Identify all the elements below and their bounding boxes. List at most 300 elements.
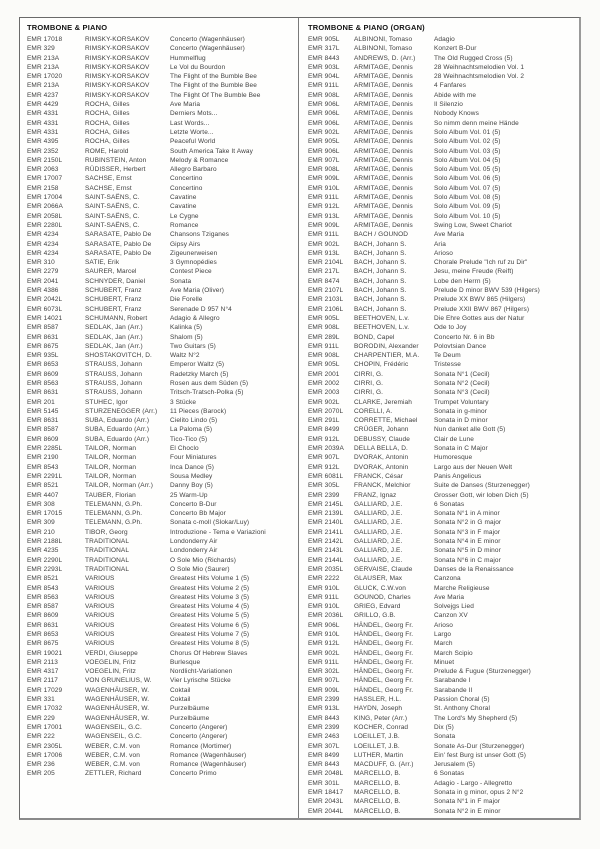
- piece-title-cell: Concerto Nr. 6 in Bb: [434, 333, 495, 341]
- piece-title-cell: Sonata in D minor: [434, 417, 488, 425]
- composer-cell: SCHUMANN, Robert: [85, 314, 148, 322]
- composer-cell: SCHUBERT, Franz: [85, 287, 142, 295]
- piece-title-cell: Nun danket alle Gott (5): [434, 426, 506, 434]
- emr-code-cell: EMR 909L: [308, 175, 340, 183]
- catalog-row: [27, 463, 294, 472]
- composer-cell: DELLA BELLA, D.: [354, 445, 408, 453]
- catalog-row: [27, 91, 294, 100]
- composer-cell: KOCHER, Conrad: [354, 723, 409, 731]
- composer-cell: SACHSE, Ernst: [85, 184, 132, 192]
- catalog-row: [27, 54, 294, 63]
- emr-code-cell: EMR 2036L: [308, 612, 344, 620]
- emr-code-cell: EMR 8631: [27, 333, 59, 341]
- piece-title-cell: Solo Album Vol. 09 (5): [434, 203, 501, 211]
- emr-code-cell: EMR 2352: [27, 147, 59, 155]
- composer-cell: GLUCK, C.W.von: [354, 584, 406, 592]
- emr-code-cell: EMR 4317: [27, 668, 59, 676]
- emr-code-cell: EMR 8587: [27, 324, 59, 332]
- catalog-row: [308, 44, 575, 53]
- composer-cell: DEBUSSY, Claude: [354, 435, 410, 443]
- composer-cell: STRAUSS, Johann: [85, 361, 143, 369]
- catalog-row: [308, 379, 575, 388]
- emr-code-cell: EMR 8675: [27, 640, 59, 648]
- emr-code-cell: EMR 4386: [27, 287, 59, 295]
- catalog-row: [27, 425, 294, 434]
- composer-cell: GALLIARD, J.E.: [354, 500, 403, 508]
- catalog-row: [27, 732, 294, 741]
- composer-cell: WAGENHÄUSER, W.: [85, 714, 150, 722]
- emr-code-cell: EMR 908L: [308, 91, 340, 99]
- piece-title-cell: Concerto (Wagenhäuser): [170, 36, 245, 43]
- catalog-row: [308, 54, 575, 63]
- piece-title-cell: 6 Sonatas: [434, 500, 465, 508]
- piece-title-cell: So nimm denn meine Hände: [434, 119, 519, 127]
- composer-cell: LOEILLET, J.B.: [354, 733, 400, 741]
- emr-code-cell: EMR 2066A: [27, 203, 63, 211]
- composer-cell: MARCELLO, B.: [354, 807, 401, 815]
- emr-code-cell: EMR 8543: [27, 584, 59, 592]
- emr-code-cell: EMR 904L: [308, 73, 340, 81]
- composer-cell: SEDLAK, Jan (Arr.): [85, 342, 143, 350]
- composer-cell: SCHUBERT, Franz: [85, 305, 142, 313]
- composer-cell: CHARPENTIER, M.A.: [354, 352, 420, 360]
- piece-title-cell: Serenade D 957 N°4: [170, 305, 232, 313]
- piece-title-cell: Chansons Tziganes: [170, 231, 230, 239]
- emr-code-cell: EMR 289L: [308, 333, 340, 341]
- piece-title-cell: Greatest Hits Volume 7 (5): [170, 631, 250, 638]
- composer-cell: VERDI, Giuseppe: [85, 649, 138, 657]
- catalog-row: [27, 714, 294, 723]
- piece-title-cell: Solvejgs Lied: [434, 603, 474, 611]
- piece-title-cell: Greatest Hits Volume 2 (5): [170, 584, 250, 592]
- emr-code-cell: EMR 6073L: [27, 305, 63, 313]
- composer-cell: SAINT-SAËNS, C.: [85, 203, 140, 211]
- emr-code-cell: EMR 317L: [308, 45, 340, 53]
- composer-cell: STRAUSS, Johann: [85, 379, 143, 387]
- catalog-row: [27, 407, 294, 416]
- composer-cell: BACH, Johann S.: [354, 305, 407, 313]
- piece-title-cell: Concertino: [170, 184, 203, 192]
- piece-title-cell: The Flight Of The Bumble Bee: [170, 91, 261, 99]
- catalog-row: [308, 91, 575, 100]
- piece-title-cell: Clair de Lune: [434, 435, 474, 443]
- composer-cell: RÜDISSER, Herbert: [85, 166, 146, 174]
- composer-cell: CIRRI, G.: [354, 379, 384, 387]
- catalog-row: [308, 602, 575, 611]
- composer-cell: GALLIARD, J.E.: [354, 538, 403, 546]
- catalog-row: [308, 742, 575, 751]
- composer-cell: SACHSE, Ernst: [85, 175, 132, 183]
- composer-cell: RIMSKY-KORSAKOV: [85, 91, 150, 99]
- left-section: [20, 18, 299, 818]
- composer-cell: ARMITAGE, Dennis: [354, 63, 413, 71]
- piece-title-cell: Solo Album Vol. 02 (5): [434, 138, 501, 146]
- catalog-row: [27, 156, 294, 165]
- piece-title-cell: Introduzione - Tema e Variazioni: [170, 528, 266, 536]
- emr-code-cell: EMR 2043L: [308, 798, 344, 806]
- composer-cell: VON GRUNELIUS, W.: [85, 677, 152, 685]
- catalog-row: [308, 81, 575, 90]
- piece-title-cell: Sonata N°2 in G major: [434, 519, 502, 527]
- emr-code-cell: EMR 2048L: [308, 770, 344, 778]
- catalog-row: [27, 165, 294, 174]
- catalog-row: [27, 267, 294, 276]
- emr-code-cell: EMR 8631: [27, 621, 59, 629]
- piece-title-cell: Sousa Medley: [170, 472, 213, 480]
- piece-title-cell: Concerto B-Dur: [170, 500, 217, 508]
- composer-cell: VARIOUS: [85, 584, 115, 592]
- emr-code-cell: EMR 2142L: [308, 538, 344, 546]
- composer-cell: HÄNDEL, Georg Fr.: [354, 686, 414, 694]
- emr-code-cell: EMR 18417: [308, 789, 344, 797]
- catalog-row: [308, 621, 575, 630]
- emr-code-cell: EMR 902L: [308, 128, 340, 136]
- catalog-row: [27, 528, 294, 537]
- piece-title-cell: Arioso: [434, 249, 454, 257]
- piece-title-cell: Concerto (Angerer): [170, 723, 228, 731]
- emr-code-cell: EMR 213A: [27, 63, 60, 71]
- catalog-row: [308, 704, 575, 713]
- piece-title-cell: Prelude D minor BWV 539 (Hilgers): [434, 287, 540, 295]
- composer-cell: BACH, Johann S.: [354, 277, 407, 285]
- piece-title-cell: Jerusalem (5): [434, 761, 476, 769]
- catalog-row: [27, 128, 294, 137]
- piece-title-cell: Concerto Bb Major: [170, 510, 226, 518]
- emr-code-cell: EMR 4429: [27, 101, 59, 109]
- catalog-row: [27, 593, 294, 602]
- piece-title-cell: Sonata: [434, 733, 456, 741]
- composer-cell: ARMITAGE, Dennis: [354, 175, 413, 183]
- catalog-row: [308, 658, 575, 667]
- composer-cell: TAILOR, Norman: [85, 445, 137, 453]
- catalog-row: [27, 351, 294, 360]
- composer-cell: ARMITAGE, Dennis: [354, 138, 413, 146]
- composer-cell: ARMITAGE, Dennis: [354, 101, 413, 109]
- emr-code-cell: EMR 301L: [308, 779, 340, 787]
- composer-cell: TELEMANN, G.Ph.: [85, 519, 143, 527]
- piece-title-cell: Two Guitars (5): [170, 342, 216, 350]
- catalog-row: [27, 639, 294, 648]
- emr-code-cell: EMR 2035L: [308, 565, 344, 573]
- piece-title-cell: Sonata N°1 in F major: [434, 798, 501, 806]
- composer-cell: GALLIARD, J.E.: [354, 528, 403, 536]
- composer-cell: ALBINONI, Tomaso: [354, 36, 413, 43]
- section-title: TROMBONE & PIANO (ORGAN): [308, 23, 425, 32]
- catalog-row: [308, 267, 575, 276]
- composer-cell: BACH, Johann S.: [354, 259, 407, 267]
- catalog-row: [308, 481, 575, 490]
- piece-title-cell: March Scipio: [434, 649, 473, 657]
- catalog-row: [308, 221, 575, 230]
- composer-cell: SUBA, Eduardo (Arr.): [85, 417, 150, 425]
- composer-cell: ARMITAGE, Dennis: [354, 166, 413, 174]
- piece-title-cell: Solo Album Vol. 06 (5): [434, 175, 501, 183]
- piece-title-cell: Swing Low, Sweet Chariot: [434, 221, 512, 229]
- piece-title-cell: Purzelbäume: [170, 714, 210, 722]
- emr-code-cell: EMR 8653: [27, 361, 59, 369]
- emr-code-cell: EMR 909L: [308, 221, 340, 229]
- piece-title-cell: 4 Fanfares: [434, 82, 467, 90]
- piece-title-cell: O Sole Mio (Richards): [170, 556, 237, 564]
- catalog-row: [27, 444, 294, 453]
- piece-title-cell: Sonata N°3 in F major: [434, 528, 501, 536]
- composer-cell: SEDLAK, Jan (Arr.): [85, 324, 143, 332]
- catalog-row: [308, 779, 575, 788]
- piece-title-cell: Sonata N°5 in D minor: [434, 547, 501, 555]
- emr-code-cell: EMR 911L: [308, 658, 340, 666]
- catalog-row: [308, 807, 575, 816]
- piece-title-cell: Coktail: [170, 686, 191, 694]
- piece-title-cell: Chorus Of Hebrew Slaves: [170, 649, 248, 657]
- composer-cell: STRAUSS, Johann: [85, 389, 143, 397]
- catalog-row: [27, 240, 294, 249]
- catalog-row: [27, 546, 294, 555]
- piece-title-cell: Concerto Primo: [170, 770, 217, 778]
- piece-title-cell: Aria: [434, 240, 446, 248]
- catalog-row: [308, 788, 575, 797]
- piece-title-cell: El Choclo: [170, 445, 199, 453]
- composer-cell: GOUNOD, Charles: [354, 593, 411, 601]
- composer-cell: TAUBER, Florian: [85, 491, 136, 499]
- piece-title-cell: Die Forelle: [170, 296, 203, 304]
- piece-title-cell: Romance (Wagenhäuser): [170, 761, 247, 769]
- piece-title-cell: Adagio - Largo - Allegretto: [434, 779, 513, 787]
- composer-cell: BACH, Johann S.: [354, 240, 407, 248]
- piece-title-cell: Danses de la Renaissance: [434, 565, 514, 573]
- catalog-row: [308, 491, 575, 500]
- emr-code-cell: EMR 331: [27, 696, 55, 704]
- emr-code-cell: EMR 4331: [27, 119, 59, 127]
- emr-code-cell: EMR 2141L: [308, 528, 344, 536]
- emr-code-cell: EMR 8587: [27, 426, 59, 434]
- composer-cell: HAYDN, Joseph: [354, 705, 403, 713]
- emr-code-cell: EMR 8609: [27, 435, 59, 443]
- catalog-row: [308, 537, 575, 546]
- catalog-row: [308, 667, 575, 676]
- emr-code-cell: EMR 2104L: [308, 259, 344, 267]
- composer-cell: ARMITAGE, Dennis: [354, 212, 413, 220]
- composer-cell: RIMSKY-KORSAKOV: [85, 54, 150, 62]
- piece-title-cell: March: [434, 640, 453, 648]
- composer-cell: ARMITAGE, Dennis: [354, 91, 413, 99]
- emr-code-cell: EMR 902L: [308, 398, 340, 406]
- catalog-row: [27, 193, 294, 202]
- piece-title-cell: South America Take It Away: [170, 147, 253, 155]
- piece-title-cell: Ein' fest Burg ist unser Gott (5): [434, 751, 526, 759]
- catalog-row: [27, 388, 294, 397]
- emr-code-cell: EMR 2188L: [27, 538, 63, 546]
- piece-title-cell: Jesu, meine Freude (Reift): [434, 268, 514, 276]
- piece-title-cell: Ave Maria (Oliver): [170, 287, 225, 295]
- piece-title-cell: Largo aus der Neuen Welt: [434, 463, 513, 471]
- composer-cell: GALLIARD, J.E.: [354, 547, 403, 555]
- emr-code-cell: EMR 8543: [27, 463, 59, 471]
- emr-code-cell: EMR 2399: [308, 723, 340, 731]
- catalog-row: [308, 119, 575, 128]
- emr-code-cell: EMR 2001: [308, 370, 340, 378]
- composer-cell: HÄNDEL, Georg Fr.: [354, 621, 414, 629]
- emr-code-cell: EMR 906L: [308, 119, 340, 127]
- emr-code-cell: EMR 2042L: [27, 296, 63, 304]
- emr-code-cell: EMR 4395: [27, 138, 59, 146]
- piece-title-cell: Adagio & Allegro: [170, 314, 220, 322]
- emr-code-cell: EMR 2113: [27, 658, 59, 666]
- emr-code-cell: EMR 308: [27, 500, 55, 508]
- catalog-row: [308, 230, 575, 239]
- catalog-row: [308, 109, 575, 118]
- composer-cell: ARMITAGE, Dennis: [354, 147, 413, 155]
- catalog-row: [27, 174, 294, 183]
- piece-title-cell: Sonata N°1 in A minor: [434, 510, 500, 518]
- piece-title-cell: Tristesse: [434, 361, 462, 369]
- emr-code-cell: EMR 2463: [308, 733, 340, 741]
- emr-code-cell: EMR 910L: [308, 631, 340, 638]
- piece-title-cell: The Old Rugged Cross (5): [434, 54, 513, 62]
- emr-code-cell: EMR 907L: [308, 156, 340, 164]
- emr-code-cell: EMR 329: [27, 45, 55, 53]
- catalog-row: [27, 584, 294, 593]
- composer-cell: VARIOUS: [85, 603, 115, 611]
- catalog-row: [27, 63, 294, 72]
- composer-cell: CORRETTE, Michael: [354, 417, 418, 425]
- emr-code-cell: EMR 302L: [308, 668, 340, 676]
- composer-cell: ANDREWS, D. (Arr.): [354, 54, 416, 62]
- emr-code-cell: EMR 2305L: [27, 742, 63, 750]
- catalog-row: [308, 342, 575, 351]
- piece-title-cell: Dix (5): [434, 723, 454, 731]
- emr-code-cell: EMR 229: [27, 714, 55, 722]
- piece-title-cell: Shalom (5): [170, 333, 203, 341]
- piece-title-cell: Letzte Worte...: [170, 128, 214, 136]
- piece-title-cell: Sonata N°4 in E minor: [434, 538, 501, 546]
- piece-title-cell: Passion Choral (5): [434, 696, 490, 704]
- composer-cell: FRANZ, Ignaz: [354, 491, 397, 499]
- piece-title-cell: Londonderry Air: [170, 547, 218, 555]
- piece-title-cell: Gipsy Airs: [170, 240, 201, 248]
- emr-code-cell: EMR 905L: [308, 138, 340, 146]
- catalog-row: [308, 212, 575, 221]
- catalog-row: [27, 277, 294, 286]
- catalog-row: [27, 416, 294, 425]
- piece-title-cell: 11 Pieces (Barock): [170, 407, 227, 415]
- emr-code-cell: EMR 17029: [27, 686, 63, 694]
- composer-cell: FRANCK, Melchior: [354, 482, 411, 490]
- piece-title-cell: The Flight of the Bumble Bee: [170, 73, 257, 81]
- piece-title-cell: Lobe den Herrn (5): [434, 277, 491, 285]
- catalog-row: [308, 556, 575, 565]
- emr-code-cell: EMR 913L: [308, 212, 340, 220]
- composer-cell: TAILOR, Norman: [85, 463, 137, 471]
- catalog-row: [308, 760, 575, 769]
- catalog-row: [308, 147, 575, 156]
- composer-cell: CLARKE, Jeremiah: [354, 398, 412, 406]
- emr-code-cell: EMR 310: [27, 259, 55, 267]
- emr-code-cell: EMR 8443: [308, 54, 340, 62]
- catalog-row: [308, 72, 575, 81]
- catalog-row: [308, 695, 575, 704]
- composer-cell: ARMITAGE, Dennis: [354, 110, 413, 118]
- piece-title-cell: Derniers Mots...: [170, 110, 218, 118]
- catalog-row: [308, 100, 575, 109]
- piece-title-cell: Melody & Romance: [170, 156, 229, 164]
- emr-code-cell: EMR 4235: [27, 547, 59, 555]
- emr-code-cell: EMR 2158: [27, 184, 59, 192]
- piece-title-cell: Sarabande II: [434, 686, 473, 694]
- composer-cell: HÄNDEL, Georg Fr.: [354, 658, 414, 666]
- piece-title-cell: Cavatine: [170, 203, 197, 211]
- piece-title-cell: Inca Dance (5): [170, 463, 215, 471]
- composer-cell: SAURER, Marcel: [85, 268, 137, 276]
- emr-code-cell: EMR 4331: [27, 110, 59, 118]
- catalog-row: [308, 630, 575, 639]
- catalog-row: [27, 760, 294, 769]
- catalog-row: [27, 398, 294, 407]
- piece-title-cell: Solo Album Vol. 04 (5): [434, 156, 501, 164]
- catalog-row: [308, 565, 575, 574]
- section-title: TROMBONE & PIANO: [27, 23, 108, 32]
- catalog-row: [308, 370, 575, 379]
- composer-cell: TIBOR, Georg: [85, 528, 128, 536]
- emr-code-cell: EMR 908L: [308, 324, 340, 332]
- piece-title-cell: Solo Album Vol. 03 (5): [434, 147, 501, 155]
- catalog-row: [308, 649, 575, 658]
- composer-cell: FRANCK, César: [354, 472, 403, 480]
- composer-cell: TRADITIONAL: [85, 556, 130, 564]
- composer-cell: VARIOUS: [85, 612, 115, 620]
- catalog-row: [27, 667, 294, 676]
- emr-code-cell: EMR 305L: [308, 482, 340, 490]
- piece-title-cell: Canzona: [434, 575, 461, 583]
- catalog-row: [27, 751, 294, 760]
- composer-cell: GALLIARD, J.E.: [354, 556, 403, 564]
- piece-title-cell: Konzert B-Dur: [434, 45, 477, 53]
- catalog-row: [27, 72, 294, 81]
- emr-code-cell: EMR 912L: [308, 640, 340, 648]
- catalog-row: [27, 695, 294, 704]
- emr-code-cell: EMR 8443: [308, 761, 340, 769]
- emr-code-cell: EMR 8563: [27, 379, 59, 387]
- emr-code-cell: EMR 2003: [308, 389, 340, 397]
- emr-code-cell: EMR 4234: [27, 249, 59, 257]
- composer-cell: VARIOUS: [85, 640, 115, 648]
- catalog-row: [27, 602, 294, 611]
- piece-title-cell: Rosen aus dem Süden (5): [170, 379, 249, 387]
- composer-cell: STURZENEGGER (Arr.): [85, 407, 158, 415]
- emr-code-cell: EMR 2070L: [308, 407, 344, 415]
- emr-code-cell: EMR 905L: [308, 361, 340, 369]
- piece-title-cell: 28 Weihnachtsmelodien Vol. 2: [434, 73, 525, 81]
- composer-cell: ARMITAGE, Dennis: [354, 128, 413, 136]
- emr-code-cell: EMR 905L: [308, 36, 340, 43]
- emr-code-cell: EMR 2290L: [27, 556, 63, 564]
- composer-cell: HÄNDEL, Georg Fr.: [354, 649, 414, 657]
- emr-code-cell: EMR 5145: [27, 407, 59, 415]
- composer-cell: SHOSTAKOVITCH, D.: [85, 352, 152, 360]
- composer-cell: MARCELLO, B.: [354, 789, 401, 797]
- emr-code-cell: EMR 912L: [308, 203, 340, 211]
- catalog-row: [27, 360, 294, 369]
- emr-code-cell: EMR 2279: [27, 268, 59, 276]
- composer-cell: WAGENHÄUSER, W.: [85, 686, 150, 694]
- piece-title-cell: Die Ehre Gottes aus der Natur: [434, 314, 525, 322]
- piece-title-cell: Sonata N°2 in E minor: [434, 807, 501, 815]
- catalog-row: [27, 500, 294, 509]
- composer-cell: SUBA, Eduardo (Arr.): [85, 426, 150, 434]
- composer-cell: RIMSKY-KORSAKOV: [85, 63, 150, 71]
- piece-title-cell: Sonate As-Dur (Sturzenegger): [434, 742, 525, 750]
- emr-code-cell: EMR 4234: [27, 240, 59, 248]
- composer-cell: ALBINONI, Tomaso: [354, 45, 413, 53]
